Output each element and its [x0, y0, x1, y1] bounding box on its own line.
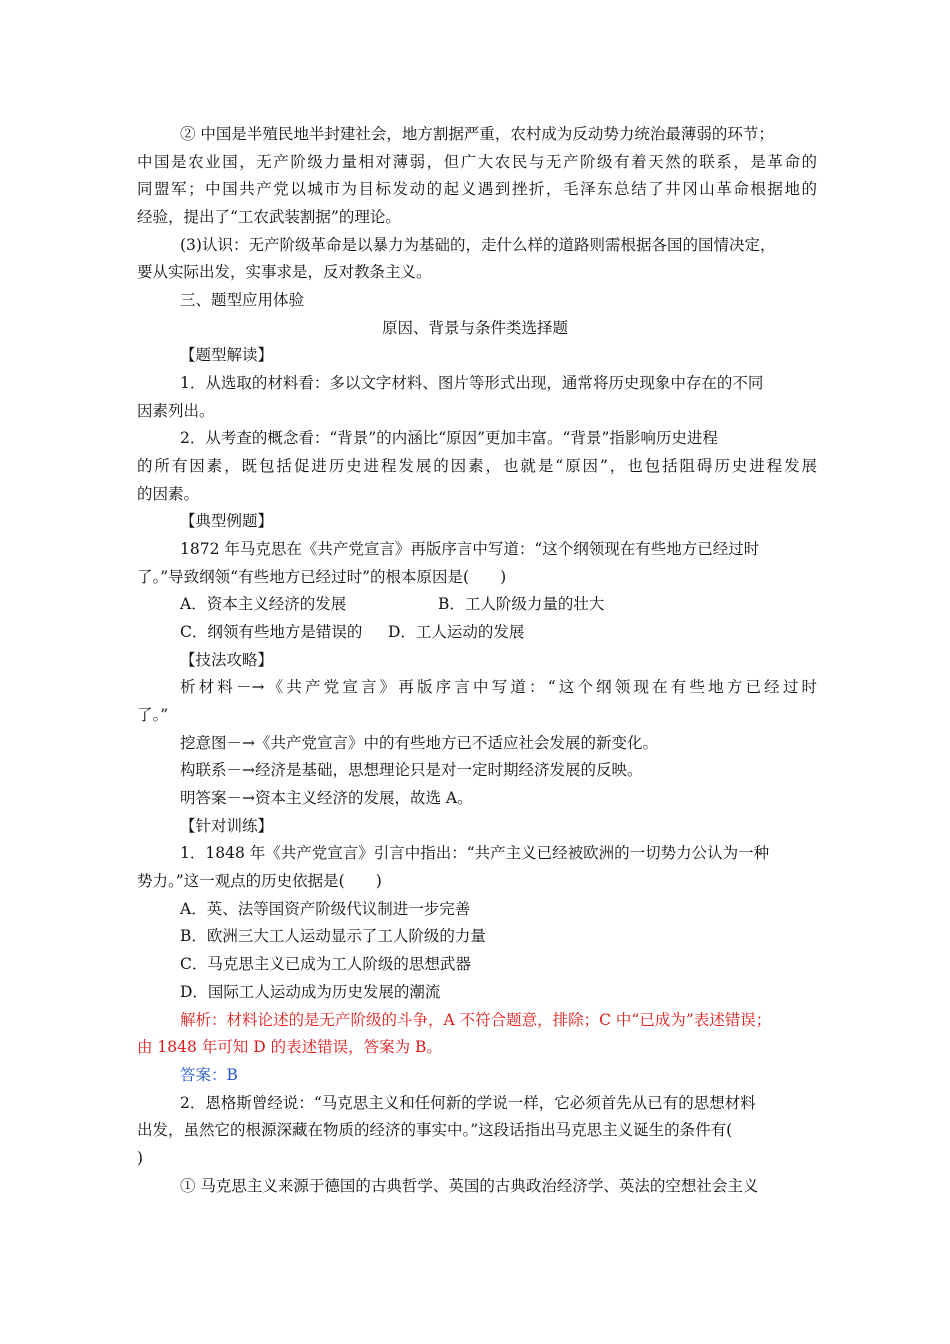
text-line: (3)认识：无产阶级革命是以暴力为基础的，走什么样的道路则需根据各国的国情决定，: [180, 236, 776, 254]
text-line: 析材料－→《共产党宣言》再版序言中写道：“这个纲领现在有些地方已经过时: [180, 678, 817, 696]
text-line: 要从实际出发，实事求是，反对教条主义。: [137, 263, 432, 281]
text-line: 了。”: [137, 706, 169, 724]
question-text: 出发，虽然它的根源深藏在物质的经济的事实中。”这段话指出马克思主义诞生的条件有(: [137, 1121, 733, 1139]
text-line: 中国是农业国，无产阶级力量相对薄弱，但广大农民与无产阶级有着天然的联系，是革命的: [137, 153, 817, 171]
subsection-title: 原因、背景与条件类选择题: [381, 319, 568, 337]
option-d: D．工人运动的发展: [388, 623, 525, 641]
option-c: C．马克思主义已成为工人阶级的思想武器: [180, 955, 471, 973]
text-line: 经验，提出了“工农武装割据”的理论。: [137, 208, 401, 226]
option-a: A．英、法等国资产阶级代议制进一步完善: [180, 900, 471, 918]
question-text: 2．恩格斯曾经说：“马克思主义和任何新的学说一样，它必须首先从已有的思想材料: [180, 1094, 756, 1112]
section-heading: 三、题型应用体验: [180, 291, 305, 309]
text-line: ② 中国是半殖民地半封建社会，地方割据严重，农村成为反动势力统治最薄弱的环节；: [180, 125, 774, 143]
text-line: 构联系－→经济是基础，思想理论只是对一定时期经济发展的反映。: [180, 761, 643, 779]
option-b: B．欧洲三大工人运动显示了工人阶级的力量: [180, 927, 486, 945]
block-heading: 【题型解读】: [180, 346, 274, 364]
question-text: 1872 年马克思在《共产党宣言》再版序言中写道：“这个纲领现在有些地方已经过时: [180, 540, 760, 558]
option-b: B．工人阶级力量的壮大: [438, 595, 605, 613]
block-heading: 【技法攻略】: [180, 651, 274, 669]
text-line: 明答案－→资本主义经济的发展，故选 A。: [180, 789, 473, 807]
text-line: 同盟军；中国共产党以城市为目标发动的起义遇到挫折，毛泽东总结了井冈山革命根据地的: [137, 180, 817, 198]
text-line: 挖意图－→《共产党宣言》中的有些地方已不适应社会发展的新变化。: [180, 734, 658, 752]
text-line: 的因素。: [137, 485, 200, 503]
option-a: A．资本主义经济的发展: [180, 595, 347, 613]
text-line: 2．从考查的概念看：“背景”的内涵比“原因”更加丰富。“背景”指影响历史进程: [180, 429, 718, 447]
text-line: ① 马克思主义来源于德国的古典哲学、英国的古典政治经济学、英法的空想社会主义: [180, 1177, 759, 1195]
question-text: 1．1848 年《共产党宣言》引言中指出：“共产主义已经被欧洲的一切势力公认为一种: [180, 844, 770, 862]
question-text: ): [137, 1149, 144, 1167]
block-heading: 【针对训练】: [180, 817, 274, 835]
option-d: D．国际工人运动成为历史发展的潮流: [180, 983, 441, 1001]
option-c: C．纲领有些地方是错误的: [180, 623, 363, 641]
block-heading: 【典型例题】: [180, 512, 274, 530]
option-row: [180, 594, 860, 614]
text-line: 1．从选取的材料看：多以文字材料、图片等形式出现，通常将历史现象中存在的不同: [180, 374, 764, 392]
analysis-text: 由 1848 年可知 D 的表述错误，答案为 B。: [137, 1038, 442, 1056]
question-text: 了。”导致纲领“有些地方已经过时”的根本原因是( ): [137, 568, 507, 586]
analysis-text: 解析：材料论述的是无产阶级的斗争，A 不符合题意，排除；C 中“已成为”表述错误；: [180, 1011, 772, 1029]
text-line: 因素列出。: [137, 402, 215, 420]
answer-text: 答案：B: [180, 1066, 238, 1084]
text-line: 的所有因素，既包括促进历史进程发展的因素，也就是“原因”，也包括阻碍历史进程发展: [137, 457, 817, 475]
question-text: 势力。”这一观点的历史依据是( ): [137, 872, 382, 890]
option-row: [180, 622, 860, 642]
